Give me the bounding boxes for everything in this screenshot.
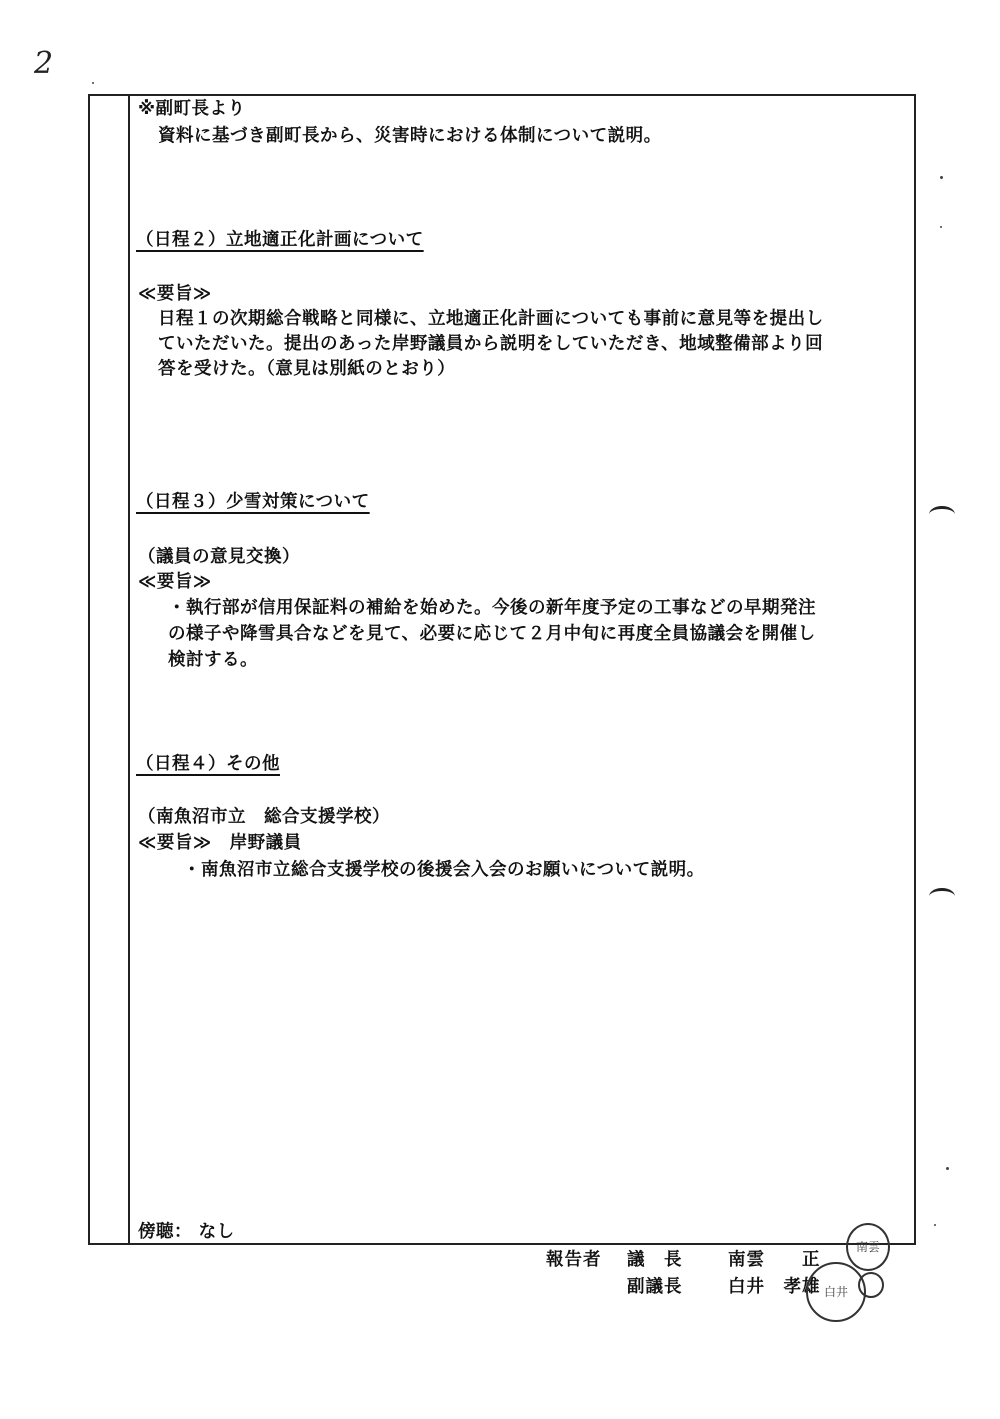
vice-mayor-title: ※副町長より xyxy=(138,99,246,119)
item4-sub-label: （南魚沼市立 総合支援学校） xyxy=(138,807,390,827)
item3-line-3: 検討する。 xyxy=(168,650,258,670)
chair-seal-stamp xyxy=(846,1223,890,1271)
chair-name: 南雲 正 xyxy=(728,1250,821,1270)
reporter-label: 報告者 xyxy=(546,1250,602,1270)
chair-seal-text: 南雲 xyxy=(855,1240,880,1254)
item3-summary-label: ≪要旨≫ xyxy=(138,572,212,592)
item2-line-2: ていただいた。提出のあった岸野議員から説明をしていただき、地域整備部より回 xyxy=(158,334,824,354)
item3-line-1: ・執行部が信用保証料の補給を始めた。今後の新年度予定の工事などの早期発注 xyxy=(168,598,816,618)
frame-column-divider xyxy=(128,94,130,1245)
scan-speck xyxy=(946,1167,949,1170)
item4-summary-label: ≪要旨≫ 岸野議員 xyxy=(138,833,302,853)
scan-speck xyxy=(92,82,94,84)
item4-line-1: ・南魚沼市立総合支援学校の後援会入会のお願いについて説明。 xyxy=(183,860,705,880)
vice-mayor-text: 資料に基づき副町長から、災害時における体制について説明。 xyxy=(158,126,662,146)
vice-seal-text: 白井 xyxy=(823,1285,848,1299)
item3-line-2: の様子や降雪具合などを見て、必要に応じて２月中旬に再度全員協議会を開催し xyxy=(168,624,816,644)
binder-hole-mark xyxy=(929,506,955,523)
item2-summary-label: ≪要旨≫ xyxy=(138,284,212,304)
page-number: 2 xyxy=(34,46,54,81)
observers-note: 傍聴： なし xyxy=(138,1222,235,1242)
binder-hole-mark xyxy=(929,888,955,905)
chair-title: 議 長 xyxy=(627,1250,683,1270)
scan-speck xyxy=(940,226,942,228)
scan-speck xyxy=(934,1224,936,1226)
vice-chair-name: 白井 孝雄 xyxy=(728,1277,821,1297)
vice-seal-stamp xyxy=(806,1262,866,1322)
vice-chair-title: 副議長 xyxy=(627,1277,683,1297)
item2-line-3: 答を受けた。（意見は別紙のとおり） xyxy=(158,359,456,379)
item2-line-1: 日程１の次期総合戦略と同様に、立地適正化計画についても事前に意見等を提出し xyxy=(158,309,824,329)
item2-heading: （日程２）立地適正化計画について xyxy=(136,230,424,250)
small-seal-mark xyxy=(858,1272,884,1298)
item3-sub-label: （議員の意見交換） xyxy=(138,547,300,567)
item3-heading: （日程３）少雪対策について xyxy=(136,492,370,512)
item4-heading: （日程４）その他 xyxy=(136,754,280,774)
scan-speck xyxy=(940,176,943,179)
